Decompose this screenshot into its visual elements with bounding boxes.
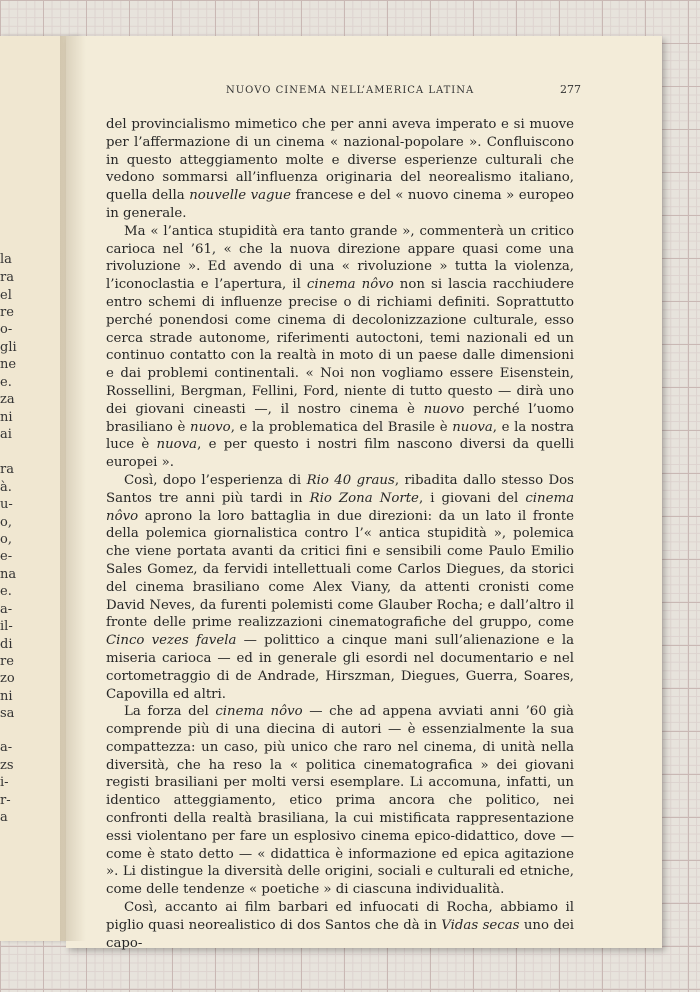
paragraph [106,116,574,223]
paragraph [106,472,574,703]
italic-text: cinema nôvo [306,277,394,293]
text-run: — polittico a cinque mani sull’alienazione e la miseria carioca — ed in generale gli esordi nel documentario e nel cortometraggio di de Andrade, Hirszman, Diegues, Guerra, Soares, Capovilla ed altri. [106,633,574,702]
left-page-fragment: ai [0,427,12,442]
left-page-fragment: e. [0,375,12,390]
body-text [106,116,574,952]
text-run: Ma « l’antica stupidità era tanto grande », commenterà un critico carioca nel ’61, « che la nuova direzione appare quasi come una rivoluzione ». Ed avendo di una « rivoluzione » tutta la violenza, l’iconoclastia e l’apertura, il [106,223,574,293]
left-page-fragment: a [0,810,8,825]
text-run: del provincialismo mimetico che per anni aveva imperato e si muove per l’affermazione di un cinema « nazional-popolare ». Confluiscono in questo atteggiamento molte e diverse esperienze culturali che vedono sommarsi all’influenza originaria del neorealismo italiano, quella della [106,117,574,204]
text-run: , e la nostra luce è [106,419,574,453]
italic-text: cinema nôvo [215,704,303,720]
left-page-fragment: zs [0,758,14,773]
text-run: aprono la loro battaglia in due direzioni: da un lato il fronte della polemica giornalistica contro l’« antica stupidità », polemica che viene portata avanti da critici fini e sensibili come Paulo Emilio Sales Gomez, da fervidi intellettuali come Carlos Diegues, da storici del cinema brasiliano come Alex Viany, da attenti cronisti come David Neves, da furenti polemisti come Glauber Rocha; e dall’altro il fronte delle prime realizzazioni cinematografiche del gruppo, come [106,508,574,631]
text-run: La forza del [124,704,216,720]
left-page-fragment: gli [0,340,17,355]
text-run: , i giovani del [418,490,526,506]
left-page-fragment: o, [0,532,12,547]
left-page-fragment: re [0,305,14,320]
left-page-fragment: ni [0,689,13,704]
text-run: uno dei capo- [106,917,574,951]
italic-text: nuova [156,437,198,453]
italic-text: Cinco vezes favela [106,633,237,649]
left-page-fragment: e- [0,549,13,564]
text-run: perché l’uomo brasiliano è [106,401,574,435]
book-gutter [60,36,86,941]
left-page-fragment: ni [0,410,13,425]
left-page-fragment: zo [0,671,15,686]
left-page-fragment: sa [0,706,15,721]
left-page-fragment: à. [0,480,12,495]
italic-text: nuova [452,419,493,435]
text-run: , e per questo i nostri film nascono diversi da quelli europei ». [106,437,574,471]
left-page-fragment: za [0,392,15,407]
italic-text: Rio Zona Norte [309,490,419,506]
left-page-fragment: a- [0,602,13,617]
text-run: francese e del « nuovo cinema » europeo in generale. [106,188,574,221]
left-page-fragment: el [0,288,12,303]
left-page-fragment: ra [0,462,14,477]
page-number: 277 [560,83,581,96]
italic-text: nouvelle vague [189,188,291,204]
left-page-fragment: o- [0,322,13,337]
left-page-fragment: na [0,567,17,582]
paragraph [106,703,574,899]
left-page-fragment: il- [0,619,13,634]
text-run: , e la problematica del Brasile è [230,419,453,435]
left-page-fragment: r- [0,793,11,808]
paragraph [106,899,574,952]
left-page-fragment: di [0,637,13,652]
text-run: , ribadita dallo stesso Dos Santos tre anni più tardi in [106,472,574,506]
italic-text: Rio 40 graus [306,472,395,488]
text-run: Così, dopo l’esperienza di [124,472,307,488]
left-page-fragment: u- [0,497,13,512]
italic-text: cinema nôvo [106,490,575,524]
left-page-fragment: i- [0,775,9,790]
left-page-fragment: re [0,654,14,669]
left-page-fragment: la [0,252,12,267]
text-run: non si lascia racchiudere entro schemi di influenze precise o di richiami definiti. Soprattutto perché ponendosi come cinema di decolonizzazione culturale, esso cerca strade autonome, riferimenti autoctoni, temi nazionali ed un continuo contatto con la realtà in moto di un paese dalle dimensioni e dai problemi continentali. « Noi non vogliamo essere Eisenstein, Rossellini, Bergman, Fellini, Ford, niente di tutto questo — dirà uno dei giovani cineasti —, il nostro cinema è [106,277,575,417]
italic-text: Vidas secas [441,917,520,933]
left-page-fragment: ra [0,270,14,285]
left-page-fragment: e. [0,584,12,599]
left-page-fragment: a- [0,740,13,755]
text-run: Così, accanto ai film barbari ed infuocati di Rocha, abbiamo il piglio quasi neorealistico di dos Santos che dà in [106,900,574,933]
left-page-fragment: o, [0,515,12,530]
text-run: — che ad appena avviati anni ’60 già comprende più di una diecina di autori — è essenzialmente la sua compattezza: un caso, più unico che raro nel cinema, di unità nella diversità, che ha reso la « politica cinematografica » dei giovani registi brasiliani per molti versi esemplare. Li accomuna, infatti, un identico atteggiamento, etico prima ancora che politico, nei confronti della realtà brasiliana, la cui mistificata rappresentazione essi violentano per fare un esplosivo cinema epico-didattico, dove — come è stato detto — « didattica è informazione ed epica agitazione ». Li distingue la diversità delle origini, sociali e culturali ed etniche, come delle tendenze « poetiche » di ciascuna individualità. [106,704,574,898]
running-head: NUOVO CINEMA NELL’AMERICA LATINA [226,85,475,96]
italic-text: nuovo [423,401,465,417]
book-page [66,36,662,951]
left-page-fragment: ne [0,357,17,372]
italic-text: nuovo [190,419,231,435]
paragraph [106,223,574,472]
